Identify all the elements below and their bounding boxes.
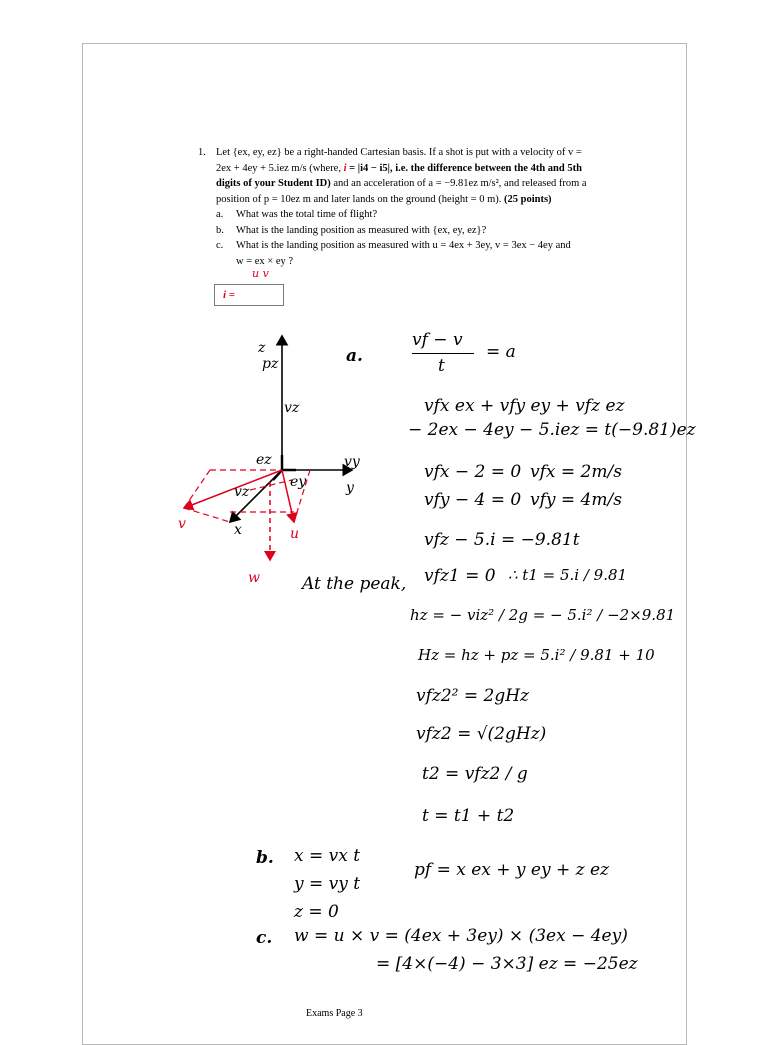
hand-eq1-rhs: = a [486, 342, 516, 362]
hand-eq1-fraction-bar [412, 353, 474, 354]
problem-line-4a: position of p = 10ez m and later lands on the ground (height = 0 m). [216, 193, 504, 205]
hand-b1: x = vx t [294, 846, 361, 866]
problem-line-2a: 2ex + 4ey + 5.iez m/s (where, [216, 162, 344, 174]
problem-points: (25 points) [504, 193, 552, 205]
hand-eq7a: vfz1 = 0 [424, 566, 496, 586]
hand-eq1-num: vf − v [412, 330, 463, 350]
label-vz-mid: vz [234, 484, 250, 500]
label-pz: pz [262, 356, 279, 372]
problem-i-symbol: i [343, 162, 347, 174]
label-v: v [178, 516, 186, 532]
hand-c1: w = u × v = (4ex + 3ey) × (3ex − 4ey) [294, 926, 628, 946]
hand-peak-label: At the peak, [302, 574, 407, 594]
hand-eq4a: vfx − 2 = 0 [424, 462, 522, 482]
label-ey: ey [290, 474, 307, 490]
label-ez: ez [256, 452, 272, 468]
hand-eq7b: ∴ t1 = 5.i / 9.81 [508, 566, 628, 584]
problem-line-4 [216, 192, 646, 208]
part-text: What was the total time of flight? [236, 209, 378, 220]
hand-eq13: t = t1 + t2 [422, 806, 515, 826]
part-text: What is the landing position as measured with u = 4ex + 3ey, v = 3ex − 4ey and [236, 240, 571, 251]
label-z: z [258, 340, 266, 356]
problem-number: 1. [198, 147, 206, 158]
part-letter: b. [216, 224, 224, 236]
hand-eq1-den: t [438, 356, 445, 376]
problem-line-3 [216, 176, 646, 192]
label-vy: vy [344, 454, 360, 470]
hand-c-label: c. [256, 928, 273, 948]
problem-line-3a: digits of your Student ID) [216, 178, 331, 189]
label-w: w [248, 570, 260, 586]
hand-eq3: − 2ex − 4ey − 5.iez = t(−9.81)ez [408, 420, 696, 440]
hand-eq2: vfx ex + vfy ey + vfz ez [424, 396, 625, 416]
v-vector [184, 470, 282, 508]
hand-eq9: Hz = hz + pz = 5.i² / 9.81 + 10 [418, 646, 655, 664]
hand-b-label: b. [256, 848, 274, 868]
part-c [200, 238, 646, 254]
hand-a-label: a. [346, 346, 363, 366]
problem-line-1: Let {ex, ey, ez} be a right-handed Cartesian basis. If a shot is put with a velocity of v = [216, 147, 582, 158]
hand-eq6: vfz − 5.i = −9.81t [424, 530, 580, 550]
problem-line-2 [216, 161, 646, 177]
student-i-answer-box[interactable]: i = [214, 284, 284, 306]
part-c-cross: w = ex × ey ? [236, 255, 294, 267]
problem-statement [200, 145, 646, 279]
label-u: u [290, 526, 300, 542]
label-y: y [346, 480, 354, 496]
hand-b-rhs: pf = x ex + y ey + z ez [414, 860, 610, 880]
part-c-annotation: u v [252, 267, 269, 280]
hand-b3: z = 0 [294, 902, 339, 922]
label-vz-top: vz [284, 400, 300, 416]
label-x: x [234, 522, 242, 538]
hand-eq11: vfz2 = √(2gHz) [416, 724, 547, 744]
vector-diagram [170, 330, 370, 590]
part-b [200, 223, 646, 239]
part-a [200, 207, 646, 223]
page-footer: Exams Page 3 [306, 1008, 363, 1019]
hand-eq8: hz = − viz² / 2g = − 5.i² / −2×9.81 [410, 606, 676, 624]
hand-c2: = [4×(−4) − 3×3] ez = −25ez [376, 954, 638, 974]
part-letter: a. [216, 209, 224, 220]
problem-line-3b: and an acceleration of a = −9.81ez m/s², and released from a [330, 178, 587, 189]
hand-b2: y = vy t [294, 874, 361, 894]
problem-line-2b: = |i4 − i5|, i.e. the difference between the 4th and 5th [346, 162, 582, 174]
hand-eq12: t2 = vfz2 / g [422, 764, 528, 784]
hand-eq4b: vfx = 2m/s [530, 462, 622, 482]
hand-eq5a: vfy − 4 = 0 [424, 490, 522, 510]
hand-eq5b: vfy = 4m/s [530, 490, 622, 510]
hand-eq10: vfz2² = 2gHz [416, 686, 530, 706]
part-letter: c. [216, 240, 224, 251]
part-text: What is the landing position as measured with {ex, ey, ez}? [236, 224, 487, 236]
